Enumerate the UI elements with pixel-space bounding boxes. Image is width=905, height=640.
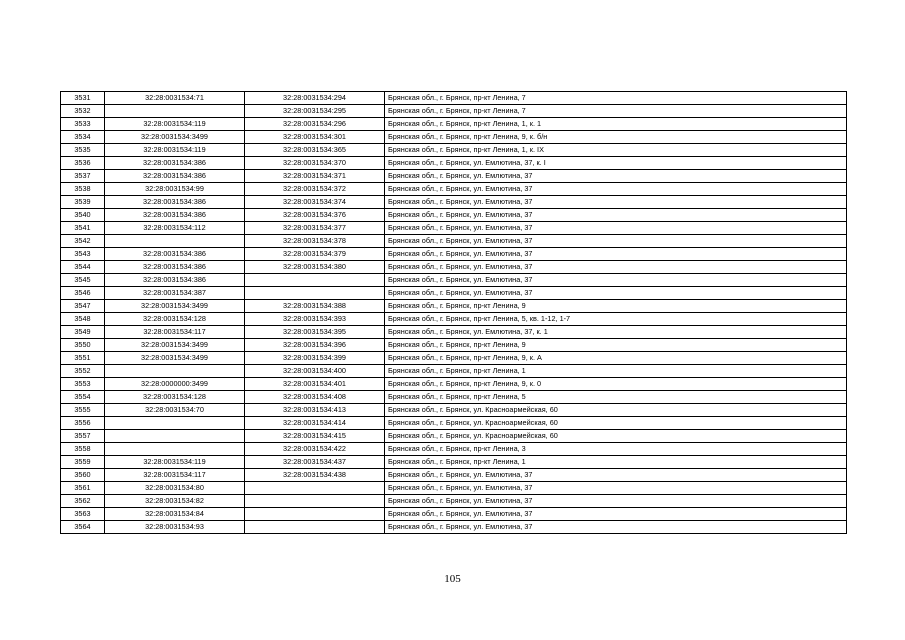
parent-cadastral-number-cell: 32:28:0031534:386 — [105, 248, 245, 261]
object-cadastral-number-cell: 32:28:0031534:378 — [245, 235, 385, 248]
parent-cadastral-number-cell: 32:28:0031534:93 — [105, 521, 245, 534]
address-cell: Брянская обл., г. Брянск, пр-кт Ленина, 5, кв. 1-12, 1-7 — [385, 313, 847, 326]
row-number-cell: 3561 — [61, 482, 105, 495]
object-cadastral-number-cell: 32:28:0031534:401 — [245, 378, 385, 391]
table-row — [61, 157, 847, 170]
address-cell: Брянская обл., г. Брянск, пр-кт Ленина, 7 — [385, 105, 847, 118]
table-row — [61, 274, 847, 287]
parent-cadastral-number-cell: 32:28:0000000:3499 — [105, 378, 245, 391]
object-cadastral-number-cell: 32:28:0031534:370 — [245, 157, 385, 170]
object-cadastral-number-cell: 32:28:0031534:438 — [245, 469, 385, 482]
parent-cadastral-number-cell: 32:28:0031534:386 — [105, 196, 245, 209]
object-cadastral-number-cell: 32:28:0031534:374 — [245, 196, 385, 209]
table-row — [61, 261, 847, 274]
table-row — [61, 378, 847, 391]
table-row — [61, 365, 847, 378]
object-cadastral-number-cell: 32:28:0031534:414 — [245, 417, 385, 430]
object-cadastral-number-cell: 32:28:0031534:393 — [245, 313, 385, 326]
parent-cadastral-number-cell: 32:28:0031534:386 — [105, 157, 245, 170]
table-row — [61, 482, 847, 495]
row-number-cell: 3533 — [61, 118, 105, 131]
row-number-cell: 3531 — [61, 92, 105, 105]
object-cadastral-number-cell: 32:28:0031534:388 — [245, 300, 385, 313]
address-cell: Брянская обл., г. Брянск, ул. Емлютина, 37 — [385, 508, 847, 521]
table-row — [61, 521, 847, 534]
parent-cadastral-number-cell: 32:28:0031534:117 — [105, 469, 245, 482]
parent-cadastral-number-cell: 32:28:0031534:70 — [105, 404, 245, 417]
table-row — [61, 352, 847, 365]
address-cell: Брянская обл., г. Брянск, ул. Емлютина, 37 — [385, 261, 847, 274]
table-row — [61, 287, 847, 300]
address-cell: Брянская обл., г. Брянск, ул. Красноармейская, 60 — [385, 430, 847, 443]
row-number-cell: 3544 — [61, 261, 105, 274]
object-cadastral-number-cell: 32:28:0031534:296 — [245, 118, 385, 131]
parent-cadastral-number-cell — [105, 430, 245, 443]
address-cell: Брянская обл., г. Брянск, ул. Емлютина, 37 — [385, 495, 847, 508]
address-cell: Брянская обл., г. Брянск, ул. Емлютина, 37 — [385, 183, 847, 196]
object-cadastral-number-cell: 32:28:0031534:295 — [245, 105, 385, 118]
parent-cadastral-number-cell — [105, 443, 245, 456]
object-cadastral-number-cell: 32:28:0031534:365 — [245, 144, 385, 157]
parent-cadastral-number-cell: 32:28:0031534:386 — [105, 261, 245, 274]
object-cadastral-number-cell: 32:28:0031534:380 — [245, 261, 385, 274]
parent-cadastral-number-cell: 32:28:0031534:119 — [105, 118, 245, 131]
row-number-cell: 3563 — [61, 508, 105, 521]
table-row — [61, 417, 847, 430]
table-row — [61, 209, 847, 222]
address-cell: Брянская обл., г. Брянск, ул. Красноармейская, 60 — [385, 404, 847, 417]
object-cadastral-number-cell: 32:28:0031534:377 — [245, 222, 385, 235]
parent-cadastral-number-cell: 32:28:0031534:128 — [105, 313, 245, 326]
parent-cadastral-number-cell — [105, 105, 245, 118]
parent-cadastral-number-cell: 32:28:0031534:128 — [105, 391, 245, 404]
table-row — [61, 430, 847, 443]
address-cell: Брянская обл., г. Брянск, ул. Емлютина, 37 — [385, 482, 847, 495]
parent-cadastral-number-cell: 32:28:0031534:387 — [105, 287, 245, 300]
table-row — [61, 313, 847, 326]
parent-cadastral-number-cell: 32:28:0031534:119 — [105, 456, 245, 469]
row-number-cell: 3548 — [61, 313, 105, 326]
row-number-cell: 3536 — [61, 157, 105, 170]
object-cadastral-number-cell: 32:28:0031534:399 — [245, 352, 385, 365]
parent-cadastral-number-cell: 32:28:0031534:3499 — [105, 300, 245, 313]
address-cell: Брянская обл., г. Брянск, ул. Красноармейская, 60 — [385, 417, 847, 430]
table-row — [61, 339, 847, 352]
address-cell: Брянская обл., г. Брянск, пр-кт Ленина, 1, к. 1 — [385, 118, 847, 131]
row-number-cell: 3553 — [61, 378, 105, 391]
object-cadastral-number-cell: 32:28:0031534:371 — [245, 170, 385, 183]
address-cell: Брянская обл., г. Брянск, ул. Емлютина, 37 — [385, 521, 847, 534]
address-cell: Брянская обл., г. Брянск, ул. Емлютина, 37 — [385, 469, 847, 482]
object-cadastral-number-cell — [245, 482, 385, 495]
table-row — [61, 235, 847, 248]
table-row — [61, 248, 847, 261]
address-cell: Брянская обл., г. Брянск, пр-кт Ленина, 9, к. б/н — [385, 131, 847, 144]
address-cell: Брянская обл., г. Брянск, пр-кт Ленина, 9 — [385, 300, 847, 313]
address-cell: Брянская обл., г. Брянск, ул. Емлютина, 37 — [385, 287, 847, 300]
object-cadastral-number-cell: 32:28:0031534:372 — [245, 183, 385, 196]
table-row — [61, 326, 847, 339]
row-number-cell: 3535 — [61, 144, 105, 157]
parent-cadastral-number-cell: 32:28:0031534:80 — [105, 482, 245, 495]
parent-cadastral-number-cell: 32:28:0031534:386 — [105, 209, 245, 222]
object-cadastral-number-cell: 32:28:0031534:422 — [245, 443, 385, 456]
table-row — [61, 443, 847, 456]
table-row — [61, 222, 847, 235]
parent-cadastral-number-cell — [105, 417, 245, 430]
page-number: 105 — [444, 573, 461, 585]
object-cadastral-number-cell: 32:28:0031534:301 — [245, 131, 385, 144]
row-number-cell: 3559 — [61, 456, 105, 469]
row-number-cell: 3549 — [61, 326, 105, 339]
parent-cadastral-number-cell: 32:28:0031534:3499 — [105, 131, 245, 144]
address-cell: Брянская обл., г. Брянск, ул. Емлютина, 37 — [385, 170, 847, 183]
row-number-cell: 3552 — [61, 365, 105, 378]
row-number-cell: 3547 — [61, 300, 105, 313]
address-cell: Брянская обл., г. Брянск, пр-кт Ленина, 1, к. IX — [385, 144, 847, 157]
row-number-cell: 3539 — [61, 196, 105, 209]
object-cadastral-number-cell: 32:28:0031534:396 — [245, 339, 385, 352]
object-cadastral-number-cell — [245, 508, 385, 521]
address-cell: Брянская обл., г. Брянск, ул. Емлютина, 37 — [385, 222, 847, 235]
row-number-cell: 3542 — [61, 235, 105, 248]
object-cadastral-number-cell — [245, 287, 385, 300]
parent-cadastral-number-cell: 32:28:0031534:3499 — [105, 339, 245, 352]
address-cell: Брянская обл., г. Брянск, пр-кт Ленина, 3 — [385, 443, 847, 456]
object-cadastral-number-cell — [245, 495, 385, 508]
address-cell: Брянская обл., г. Брянск, ул. Емлютина, 37 — [385, 235, 847, 248]
object-cadastral-number-cell — [245, 274, 385, 287]
table-row — [61, 183, 847, 196]
table-row — [61, 144, 847, 157]
address-cell: Брянская обл., г. Брянск, ул. Емлютина, 37 — [385, 248, 847, 261]
row-number-cell: 3558 — [61, 443, 105, 456]
row-number-cell: 3551 — [61, 352, 105, 365]
row-number-cell: 3540 — [61, 209, 105, 222]
address-cell: Брянская обл., г. Брянск, ул. Емлютина, 37 — [385, 274, 847, 287]
address-cell: Брянская обл., г. Брянск, пр-кт Ленина, 9, к. А — [385, 352, 847, 365]
parent-cadastral-number-cell: 32:28:0031534:84 — [105, 508, 245, 521]
address-cell: Брянская обл., г. Брянск, пр-кт Ленина, 9 — [385, 339, 847, 352]
object-cadastral-number-cell — [245, 521, 385, 534]
registry-table — [60, 91, 847, 534]
row-number-cell: 3532 — [61, 105, 105, 118]
table-row — [61, 131, 847, 144]
parent-cadastral-number-cell — [105, 235, 245, 248]
row-number-cell: 3546 — [61, 287, 105, 300]
row-number-cell: 3554 — [61, 391, 105, 404]
address-cell: Брянская обл., г. Брянск, пр-кт Ленина, 1 — [385, 456, 847, 469]
row-number-cell: 3557 — [61, 430, 105, 443]
object-cadastral-number-cell: 32:28:0031534:294 — [245, 92, 385, 105]
row-number-cell: 3556 — [61, 417, 105, 430]
address-cell: Брянская обл., г. Брянск, ул. Емлютина, 37, к. 1 — [385, 326, 847, 339]
table-row — [61, 391, 847, 404]
address-cell: Брянская обл., г. Брянск, пр-кт Ленина, 5 — [385, 391, 847, 404]
object-cadastral-number-cell: 32:28:0031534:379 — [245, 248, 385, 261]
row-number-cell: 3543 — [61, 248, 105, 261]
row-number-cell: 3555 — [61, 404, 105, 417]
address-cell: Брянская обл., г. Брянск, пр-кт Ленина, 7 — [385, 92, 847, 105]
parent-cadastral-number-cell: 32:28:0031534:117 — [105, 326, 245, 339]
parent-cadastral-number-cell: 32:28:0031534:3499 — [105, 352, 245, 365]
object-cadastral-number-cell: 32:28:0031534:395 — [245, 326, 385, 339]
row-number-cell: 3545 — [61, 274, 105, 287]
object-cadastral-number-cell: 32:28:0031534:413 — [245, 404, 385, 417]
parent-cadastral-number-cell: 32:28:0031534:71 — [105, 92, 245, 105]
row-number-cell: 3537 — [61, 170, 105, 183]
parent-cadastral-number-cell: 32:28:0031534:119 — [105, 144, 245, 157]
object-cadastral-number-cell: 32:28:0031534:408 — [245, 391, 385, 404]
object-cadastral-number-cell: 32:28:0031534:415 — [245, 430, 385, 443]
row-number-cell: 3562 — [61, 495, 105, 508]
row-number-cell: 3564 — [61, 521, 105, 534]
row-number-cell: 3534 — [61, 131, 105, 144]
table-row — [61, 300, 847, 313]
object-cadastral-number-cell: 32:28:0031534:437 — [245, 456, 385, 469]
table-row — [61, 105, 847, 118]
object-cadastral-number-cell: 32:28:0031534:400 — [245, 365, 385, 378]
registry-table-body — [61, 92, 847, 534]
row-number-cell: 3541 — [61, 222, 105, 235]
parent-cadastral-number-cell: 32:28:0031534:386 — [105, 170, 245, 183]
address-cell: Брянская обл., г. Брянск, пр-кт Ленина, 9, к. 0 — [385, 378, 847, 391]
row-number-cell: 3550 — [61, 339, 105, 352]
table-row — [61, 404, 847, 417]
address-cell: Брянская обл., г. Брянск, ул. Емлютина, 37 — [385, 209, 847, 222]
object-cadastral-number-cell: 32:28:0031534:376 — [245, 209, 385, 222]
table-row — [61, 469, 847, 482]
address-cell: Брянская обл., г. Брянск, пр-кт Ленина, 1 — [385, 365, 847, 378]
table-row — [61, 118, 847, 131]
parent-cadastral-number-cell: 32:28:0031534:112 — [105, 222, 245, 235]
table-row — [61, 456, 847, 469]
parent-cadastral-number-cell: 32:28:0031534:82 — [105, 495, 245, 508]
table-row — [61, 508, 847, 521]
row-number-cell: 3538 — [61, 183, 105, 196]
parent-cadastral-number-cell: 32:28:0031534:386 — [105, 274, 245, 287]
row-number-cell: 3560 — [61, 469, 105, 482]
table-row — [61, 196, 847, 209]
address-cell: Брянская обл., г. Брянск, ул. Емлютина, 37, к. I — [385, 157, 847, 170]
table-row — [61, 170, 847, 183]
table-row — [61, 92, 847, 105]
parent-cadastral-number-cell: 32:28:0031534:99 — [105, 183, 245, 196]
table-row — [61, 495, 847, 508]
address-cell: Брянская обл., г. Брянск, ул. Емлютина, 37 — [385, 196, 847, 209]
parent-cadastral-number-cell — [105, 365, 245, 378]
